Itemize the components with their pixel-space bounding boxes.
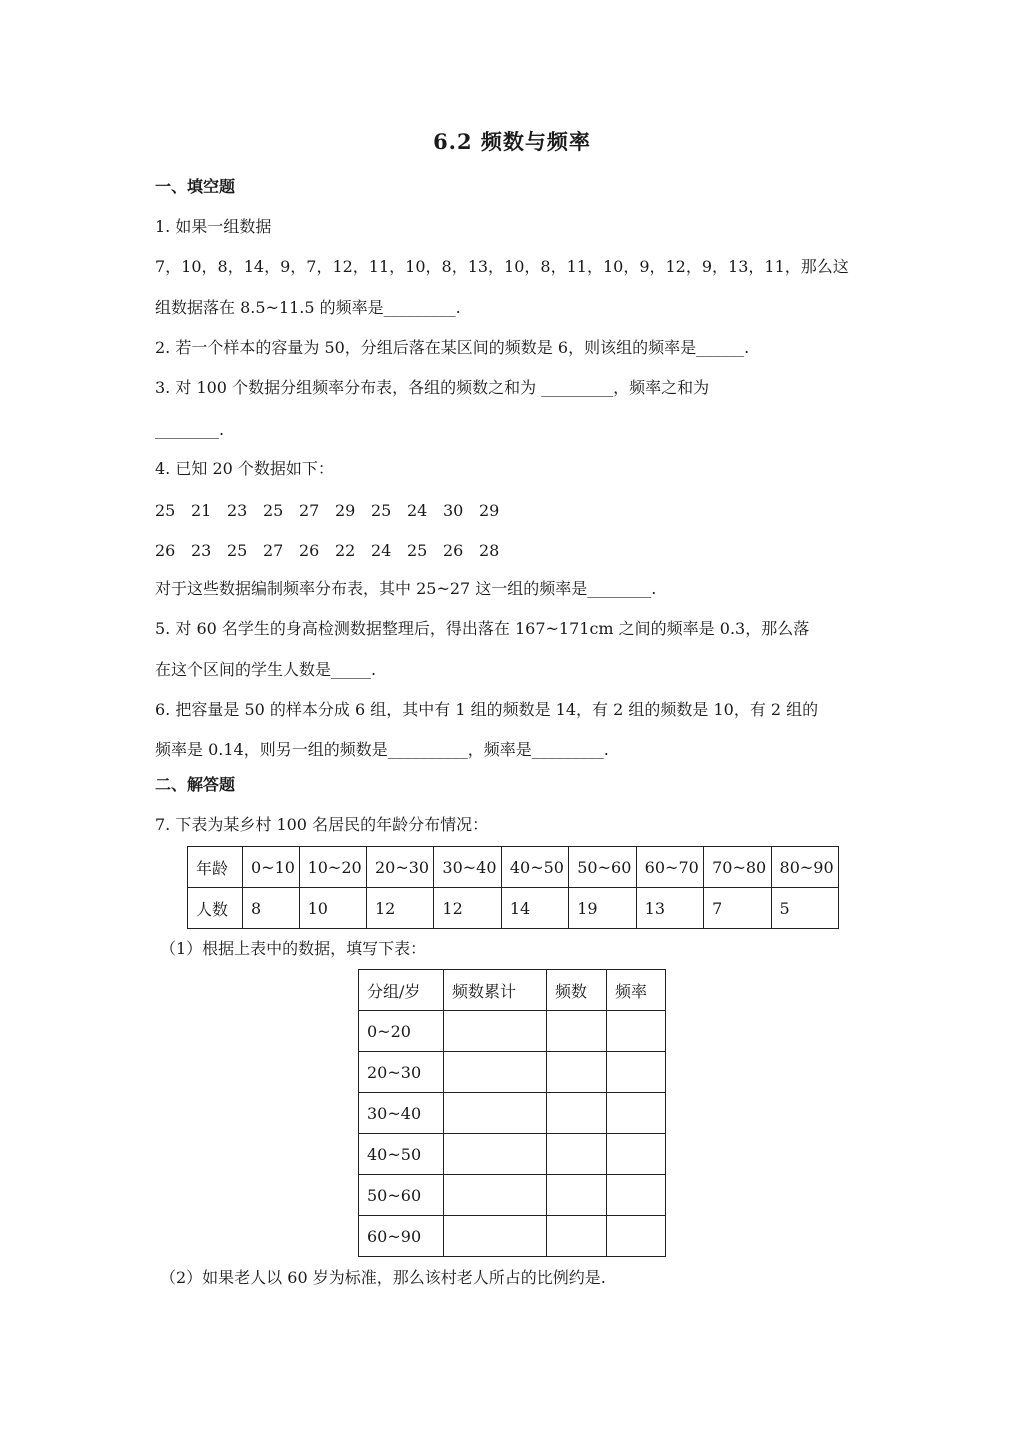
page-title: 6.2 频数与频率: [433, 129, 591, 154]
table-row: [359, 1093, 666, 1134]
table-cell: 14: [501, 888, 568, 929]
table-cell: 频数累计: [444, 970, 547, 1011]
question-4: 对于这些数据编制频率分布表，其中 25~27 这一组的频率是________.: [155, 579, 657, 598]
data-value: 26: [155, 541, 176, 560]
question-1-intro: 1. 如果一组数据: [155, 217, 272, 236]
question-5-end: 在这个区间的学生人数是_____.: [155, 660, 377, 679]
table-cell: 20~30: [359, 1052, 444, 1093]
frequency-table: [358, 969, 666, 1257]
section-fill-in: 一、填空题: [155, 177, 236, 196]
table-row: [359, 1011, 666, 1052]
table-cell: 30~40: [434, 847, 501, 888]
table-cell: 5: [771, 888, 838, 929]
table-cell: 人数: [188, 888, 243, 929]
question-1-end: 组数据落在 8.5~11.5 的频率是_________.: [155, 298, 461, 317]
table-cell: 10: [299, 888, 366, 929]
table-cell: 0~10: [243, 847, 300, 888]
data-value: 22: [335, 541, 356, 560]
question-3: 3. 对 100 个数据分组频率分布表，各组的频数之和为 _________，频率之和为: [155, 378, 710, 397]
data-value: 26: [443, 541, 464, 560]
data-value: 28: [479, 541, 500, 560]
data-value: 27: [263, 541, 284, 560]
table-cell: 60~70: [636, 847, 703, 888]
blank-cell[interactable]: [444, 1175, 547, 1216]
blank-cell[interactable]: [547, 1134, 607, 1175]
question-1-data: 7，10，8，14，9，7，12，11，10，8，13，10，8，11，10，9，12，9，13，11，那么这: [155, 257, 849, 276]
table-cell: 40~50: [359, 1134, 444, 1175]
blank-cell[interactable]: [607, 1134, 666, 1175]
data-value: 25: [263, 501, 284, 520]
data-value: 24: [407, 501, 428, 520]
table-row: [359, 1175, 666, 1216]
question-5: 5. 对 60 名学生的身高检测数据整理后，得出落在 167~171cm 之间的频率是 0.3，那么落: [155, 619, 810, 638]
table-cell: 60~90: [359, 1216, 444, 1257]
table-cell: 40~50: [501, 847, 568, 888]
age-distribution-table: [187, 846, 839, 929]
data-value: 29: [479, 501, 500, 520]
table-row: [359, 1216, 666, 1257]
blank-cell[interactable]: [547, 1216, 607, 1257]
table-cell: 7: [704, 888, 771, 929]
blank-cell[interactable]: [444, 1011, 547, 1052]
table-cell: 13: [636, 888, 703, 929]
blank-cell[interactable]: [607, 1011, 666, 1052]
table-cell: 频数: [547, 970, 607, 1011]
question-7-part-2: （2）如果老人以 60 岁为标准，那么该村老人所占的比例约是.: [160, 1268, 606, 1287]
blank-cell[interactable]: [444, 1093, 547, 1134]
table-cell: 50~60: [569, 847, 636, 888]
question-3-blank: ________.: [155, 420, 225, 439]
blank-cell[interactable]: [607, 1093, 666, 1134]
table-row: [359, 970, 666, 1011]
data-row-2: [155, 541, 515, 561]
data-value: 25: [407, 541, 428, 560]
table-cell: 8: [243, 888, 300, 929]
question-4-intro: 4. 已知 20 个数据如下：: [155, 459, 334, 478]
blank-cell[interactable]: [547, 1011, 607, 1052]
data-value: 23: [227, 501, 248, 520]
table-row: [359, 1134, 666, 1175]
blank-cell[interactable]: [607, 1052, 666, 1093]
blank-cell[interactable]: [547, 1093, 607, 1134]
table-cell: 30~40: [359, 1093, 444, 1134]
data-value: 26: [299, 541, 320, 560]
table-row: [359, 1052, 666, 1093]
data-value: 25: [227, 541, 248, 560]
question-2: 2. 若一个样本的容量为 50，分组后落在某区间的频数是 6，则该组的频率是______.: [155, 338, 750, 357]
data-value: 24: [371, 541, 392, 560]
blank-cell[interactable]: [444, 1134, 547, 1175]
blank-cell[interactable]: [607, 1216, 666, 1257]
blank-cell[interactable]: [607, 1175, 666, 1216]
data-row-1: [155, 501, 515, 521]
table-cell: 0~20: [359, 1011, 444, 1052]
table-cell: 12: [366, 888, 433, 929]
table-cell: 频率: [607, 970, 666, 1011]
data-value: 27: [299, 501, 320, 520]
question-6-end: 频率是 0.14，则另一组的频数是__________，频率是_________.: [155, 740, 609, 759]
blank-cell[interactable]: [444, 1052, 547, 1093]
table-cell: 20~30: [366, 847, 433, 888]
table-cell: 19: [569, 888, 636, 929]
data-value: 21: [191, 501, 212, 520]
data-value: 25: [155, 501, 176, 520]
table-cell: 80~90: [771, 847, 838, 888]
table-cell: 分组/岁: [359, 970, 444, 1011]
section-answer: 二、解答题: [155, 775, 236, 794]
table-cell: 50~60: [359, 1175, 444, 1216]
table-cell: 年龄: [188, 847, 243, 888]
question-7: 7. 下表为某乡村 100 名居民的年龄分布情况：: [155, 815, 489, 834]
question-7-part-1: （1）根据上表中的数据，填写下表：: [160, 939, 427, 958]
blank-cell[interactable]: [547, 1052, 607, 1093]
data-value: 25: [371, 501, 392, 520]
blank-cell[interactable]: [444, 1216, 547, 1257]
table-row: [188, 888, 839, 929]
table-cell: 70~80: [704, 847, 771, 888]
data-value: 30: [443, 501, 464, 520]
data-value: 29: [335, 501, 356, 520]
data-value: 23: [191, 541, 212, 560]
question-6: 6. 把容量是 50 的样本分成 6 组，其中有 1 组的频数是 14，有 2 组的频数是 10，有 2 组的: [155, 700, 819, 719]
blank-cell[interactable]: [547, 1175, 607, 1216]
table-cell: 10~20: [299, 847, 366, 888]
table-cell: 12: [434, 888, 501, 929]
table-row: [188, 847, 839, 888]
